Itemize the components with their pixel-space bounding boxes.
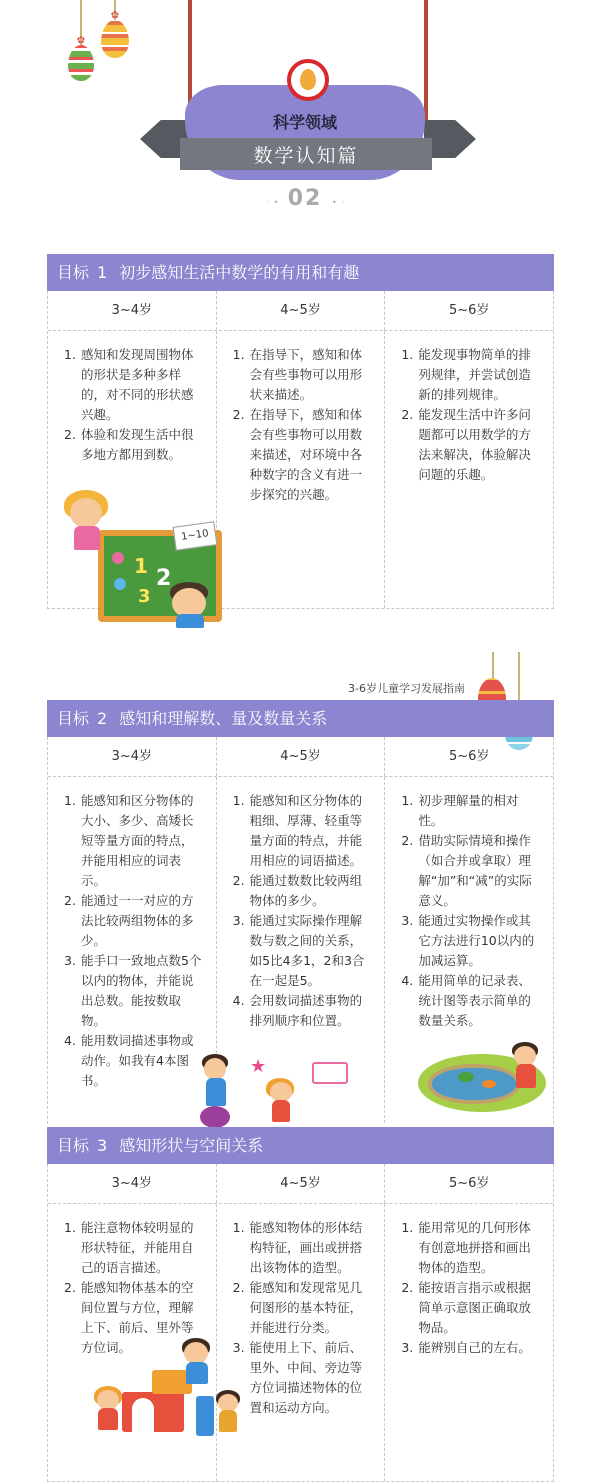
goal-number: 3 (97, 1136, 108, 1155)
goal-header (47, 1127, 554, 1164)
page-subtitle: 数学认知篇 (253, 145, 359, 167)
goal-word: 目标 (57, 709, 90, 728)
block-arch (132, 1398, 154, 1432)
easter-egg-icon: ✿ (101, 20, 129, 58)
list-item: 4. 能用简单的记录表、统计图等表示简单的数量关系。 (401, 973, 531, 1028)
boy-shirt (176, 614, 204, 628)
goal-word: 目标 (57, 1136, 90, 1155)
list-item: 1. 能感知和区分物体的大小、多少、高矮长短等量方面的特点，并能用相应的词表示。 (64, 793, 194, 888)
list-item: 1. 能感知物体的形体结构特征，画出或拼搭出该物体的造型。 (232, 1220, 363, 1275)
girl-face (270, 1082, 292, 1102)
list-item: 2. 体验和发现生活中很多地方都用到数。 (64, 427, 194, 462)
cushion (200, 1106, 230, 1128)
goal-number: 1 (97, 263, 108, 282)
girl-face (70, 498, 102, 528)
age-label: 3~4岁 (111, 303, 153, 318)
boy-face (514, 1046, 536, 1066)
list-item: 2. 能感知和发现常见几何图形的基本特征，并能进行分类。 (232, 1280, 363, 1335)
age-label: 3~4岁 (111, 749, 153, 764)
age-label: 3~4岁 (111, 1176, 153, 1191)
list-item: 1. 能发现事物简单的排列规律，并尝试创造新的排列规律。 (401, 347, 531, 402)
issue-number: 02 (287, 186, 323, 211)
list-item: 1. 感知和发现周围物体的形状是多种多样的，对不同的形状感兴趣。 (64, 347, 194, 422)
list-item: 3. 能辨别自己的左右。 (401, 1340, 531, 1355)
frog-icon (458, 1072, 474, 1082)
age-column (384, 331, 553, 608)
age-column (384, 1204, 553, 1481)
guide-source-note: 3-6岁儿童学习发展指南 (348, 682, 465, 695)
list-item: 2. 能发现生活中许多问题都可以用数学的方法来解决，体验解决问题的乐趣。 (401, 407, 531, 482)
goal-number: 2 (97, 709, 108, 728)
age-label: 5~6岁 (384, 291, 553, 330)
building-blocks-illustration (92, 1336, 242, 1440)
kid-shirt (219, 1410, 237, 1432)
list-item: 3. 能手口一致地点数5个以内的物体，并能说出总数。能按数取物。 (64, 953, 202, 1028)
girl-dress (98, 1408, 118, 1430)
age-label: 5~6岁 (384, 1164, 553, 1203)
goal-title: 感知形状与空间关系 (119, 1136, 264, 1155)
list-item: 2. 借助实际情境和操作（如合并或拿取）理解“加”和“减”的实际意义。 (401, 833, 532, 908)
book-icon (312, 1062, 348, 1084)
fish-icon (482, 1080, 496, 1088)
girl-shirt (74, 526, 100, 550)
list-item: 4. 会用数词描述事物的排列顺序和位置。 (232, 993, 363, 1028)
boy-shirt (516, 1064, 536, 1088)
age-header-row (48, 1164, 553, 1204)
pond-illustration (418, 1042, 546, 1112)
list-item: 1. 在指导下，感知和体会有些事物可以用形状来描述。 (232, 347, 363, 402)
age-header-row (48, 737, 553, 777)
ladder (196, 1396, 214, 1436)
boy-shirt (186, 1362, 208, 1384)
boy-shirt (206, 1078, 226, 1106)
age-column (216, 331, 385, 608)
goal-header (47, 254, 554, 291)
girl-dress (272, 1100, 290, 1122)
list-item: 2. 能按语言指示或根据简单示意图正确取放物品。 (401, 1280, 531, 1335)
age-header-row (48, 291, 553, 331)
list-item: 2. 能感知物体基本的空间位置与方位，理解上下、前后、里外等方位词。 (64, 1280, 194, 1355)
girl-face (97, 1390, 119, 1410)
list-item: 1. 能感知和区分物体的粗细、厚薄、轻重等量方面的特点，并能用相应的词语描述。 (232, 793, 363, 868)
goal-word: 目标 (57, 263, 90, 282)
age-label: 5~6岁 (384, 737, 553, 776)
egg-badge-icon (287, 59, 329, 101)
header-banner (0, 0, 600, 225)
goal-title: 感知和理解数、量及数量关系 (119, 709, 328, 728)
list-item: 1. 初步理解量的相对性。 (401, 793, 519, 828)
kids-chalkboard-illustration (62, 490, 232, 630)
list-item: 2. 在指导下，感知和体会有些事物可以用数来描述，对环境中各种数字的含义有进一步探究的兴趣。 (232, 407, 363, 502)
list-item: 2. 能通过一一对应的方法比较两组物体的多少。 (64, 893, 194, 948)
age-column (48, 777, 216, 1123)
age-label: 4~5岁 (216, 737, 385, 776)
chalkboard: 1 2 3 (98, 530, 222, 622)
number-card: 1~10 (173, 521, 218, 551)
list-item: 4. 能用数词描述事物或动作。如我有4本图书。 (64, 1033, 194, 1088)
list-item: 3. 能使用上下、前后、里外、中间、旁边等方位词描述物体的位置和运动方向。 (232, 1340, 363, 1415)
list-item: 3. 能通过实物操作或其它方法进行10以内的加减运算。 (401, 913, 535, 968)
pond (428, 1064, 520, 1104)
age-label: 4~5岁 (216, 291, 385, 330)
goal-title: 初步感知生活中数学的有用和有趣 (119, 263, 360, 282)
decorative-dots: •· (332, 198, 350, 207)
list-item: 1. 能注意物体较明显的形状特征，并能用自己的语言描述。 (64, 1220, 194, 1275)
decorative-dots: ·• (266, 198, 284, 207)
goal-header (47, 700, 554, 737)
list-item: 3. 能通过实际操作理解数与数之间的关系，如5比4多1，2和3合在一起是5。 (232, 913, 365, 988)
star-icon: ★ (250, 1056, 267, 1077)
easter-egg-icon: ✿ (68, 45, 94, 81)
list-item: 2. 能通过数数比较两组物体的多少。 (232, 873, 363, 908)
boy-face (204, 1058, 226, 1080)
domain-title: 科学领域 (272, 113, 337, 132)
boy-face (184, 1342, 208, 1364)
list-item: 1. 能用常见的几何形体有创意地拼搭和画出物体的造型。 (401, 1220, 531, 1275)
kids-reading-illustration (196, 1048, 356, 1128)
age-label: 4~5岁 (216, 1164, 385, 1203)
